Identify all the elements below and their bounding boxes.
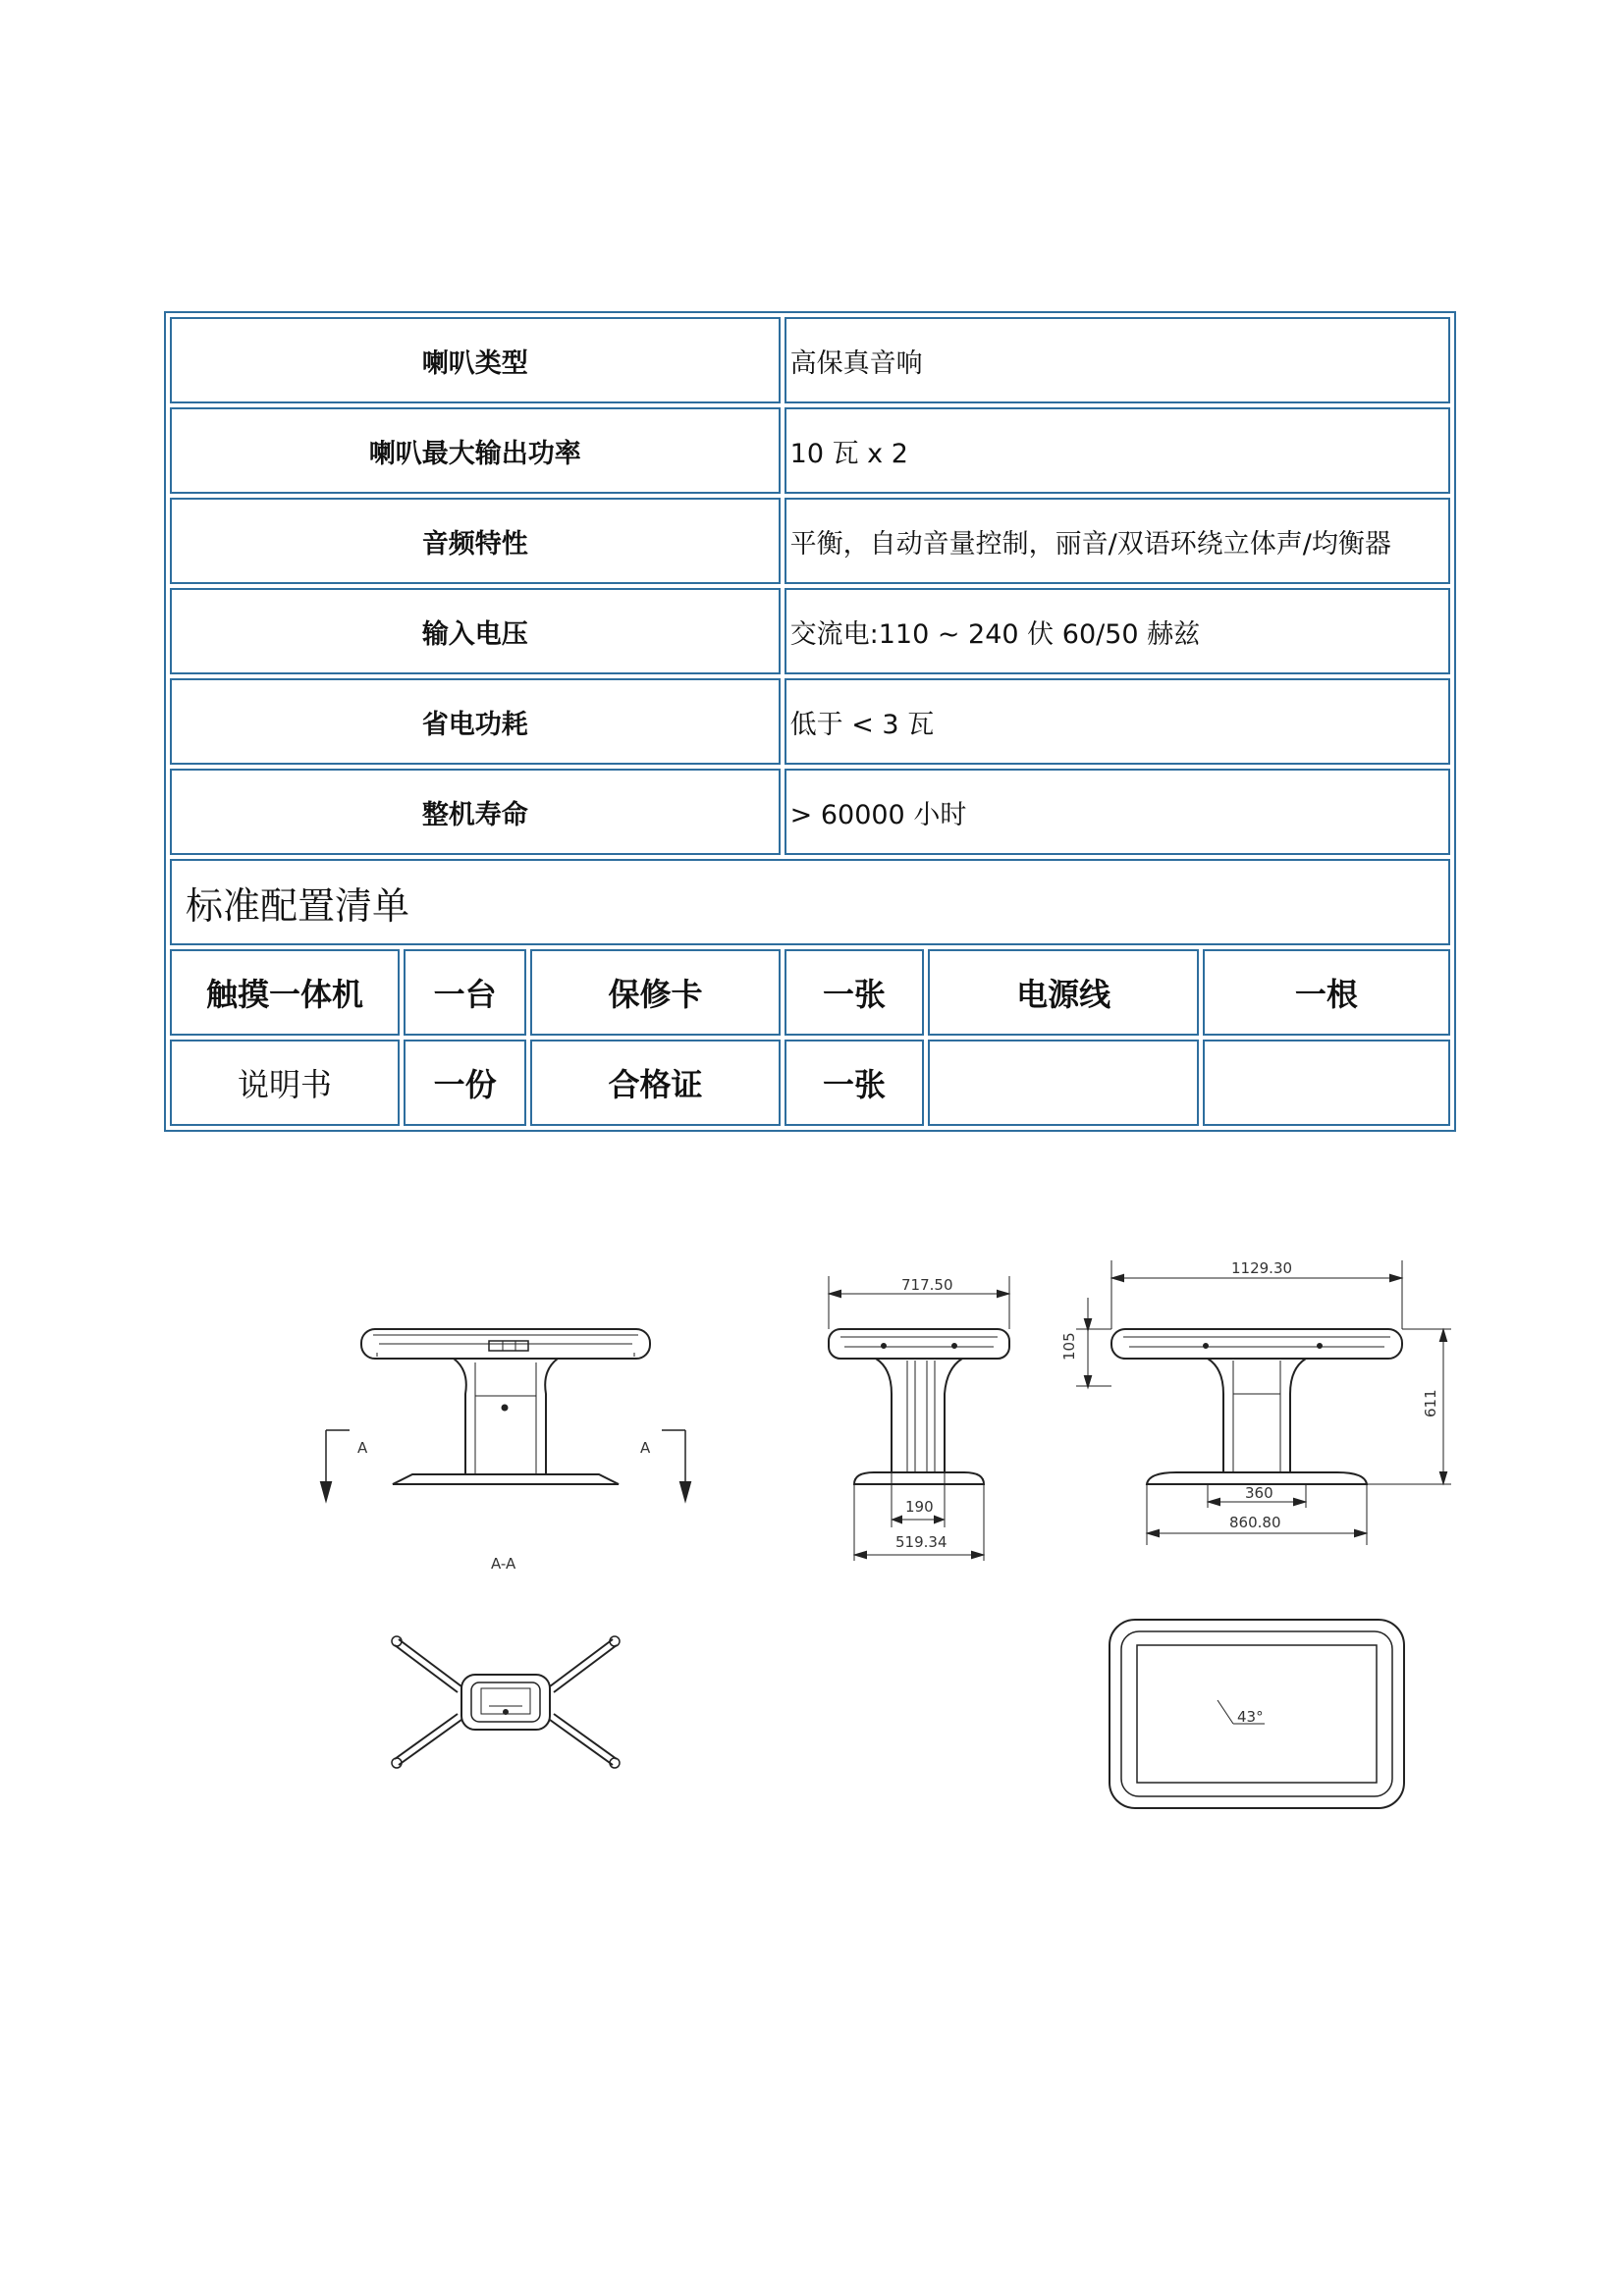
- dim-top-angle: 43°: [1237, 1708, 1264, 1726]
- dim-right-total-height: 611: [1422, 1389, 1439, 1417]
- dim-side-base-outer: 519.34: [895, 1533, 947, 1551]
- spec-label: 音频特性: [170, 498, 781, 584]
- config-qty: 一台: [404, 949, 527, 1036]
- config-qty: 一张: [785, 949, 925, 1036]
- top-view-drawing: [1110, 1620, 1404, 1808]
- config-qty: 一根: [1203, 949, 1450, 1036]
- dim-right-top-height: 105: [1060, 1332, 1078, 1361]
- spec-value: > 60000 小时: [785, 769, 1450, 855]
- front-view-drawing: [321, 1329, 690, 1500]
- config-row: [170, 949, 1450, 1036]
- spec-value: 低于 < 3 瓦: [785, 678, 1450, 765]
- spec-row: [170, 769, 1450, 855]
- spec-label: 喇叭最大输出功率: [170, 407, 781, 494]
- config-item: 合格证: [530, 1040, 780, 1126]
- dim-side-base-inner: 190: [905, 1498, 934, 1516]
- spec-value: 10 瓦 x 2: [785, 407, 1450, 494]
- config-item: 说明书: [170, 1040, 400, 1126]
- spec-label: 喇叭类型: [170, 317, 781, 403]
- spec-value: 平衡，自动音量控制，丽音/双语环绕立体声/均衡器: [785, 498, 1450, 584]
- config-qty: 一份: [404, 1040, 527, 1126]
- config-qty: 一张: [785, 1040, 925, 1126]
- spec-label: 省电功耗: [170, 678, 781, 765]
- config-item: 保修卡: [530, 949, 780, 1036]
- right-view-drawing: [1076, 1260, 1451, 1545]
- config-row: [170, 1040, 1450, 1126]
- config-title: 标准配置清单: [170, 859, 1450, 945]
- spec-row: [170, 678, 1450, 765]
- spec-label: 输入电压: [170, 588, 781, 674]
- spec-label: 整机寿命: [170, 769, 781, 855]
- spec-table: [164, 311, 1456, 1132]
- dim-right-base-inner: 360: [1245, 1484, 1273, 1502]
- config-item: 电源线: [928, 949, 1198, 1036]
- spec-value: 交流电:110 ~ 240 伏 60/50 赫兹: [785, 588, 1450, 674]
- config-header-row: [170, 859, 1450, 945]
- spec-row: [170, 498, 1450, 584]
- config-empty: [928, 1040, 1198, 1126]
- dim-side-top-width: 717.50: [901, 1276, 953, 1294]
- spec-row: [170, 588, 1450, 674]
- section-marker-a-left: A: [357, 1439, 368, 1457]
- section-label: A-A: [491, 1555, 516, 1573]
- spec-value: 高保真音响: [785, 317, 1450, 403]
- base-section-drawing: [392, 1636, 620, 1768]
- side-view-drawing: [829, 1276, 1009, 1561]
- section-marker-a-right: A: [640, 1439, 651, 1457]
- dim-right-base-outer: 860.80: [1229, 1514, 1281, 1531]
- spec-row: [170, 317, 1450, 403]
- spec-row: [170, 407, 1450, 494]
- config-empty: [1203, 1040, 1450, 1126]
- config-item: 触摸一体机: [170, 949, 400, 1036]
- dim-right-top-width: 1129.30: [1231, 1259, 1293, 1277]
